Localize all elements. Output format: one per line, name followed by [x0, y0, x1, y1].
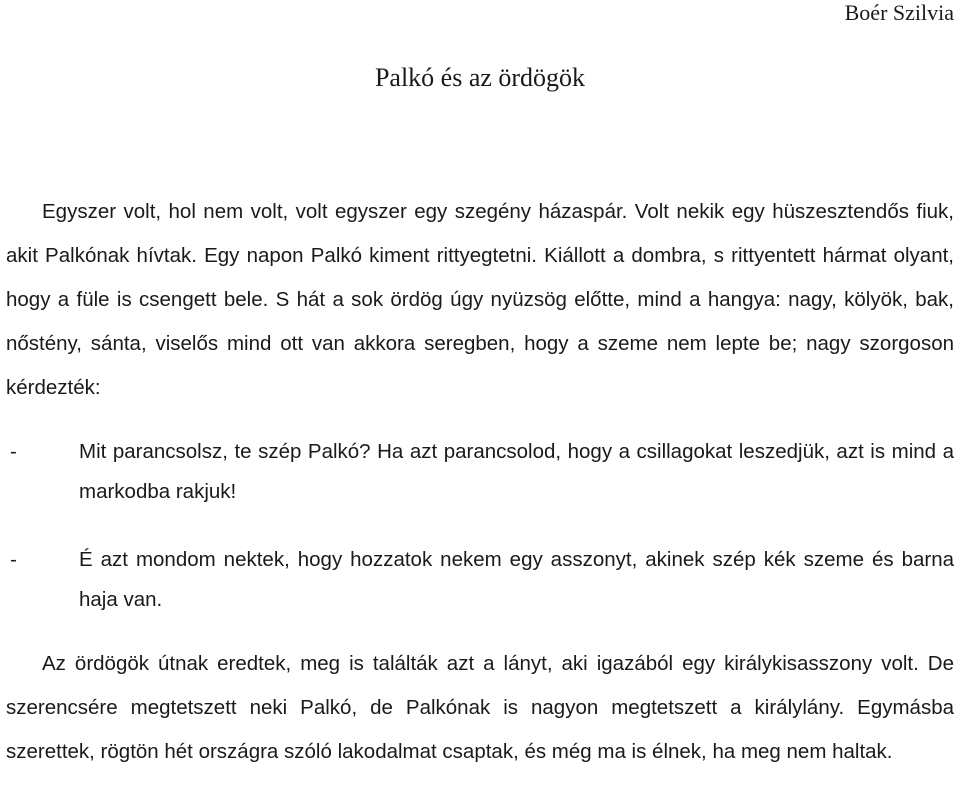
dialogue-dash: - [10, 548, 17, 571]
paragraph-intro: Egyszer volt, hol nem volt, volt egyszer egy szegény házaspár. Volt nekik egy hüszesztendős fiuk, akit Palkónak hívtak. Egy napon Palkó kiment rittyegtetni. Kiállott a dombra, s rittyentett hármat olyant, hogy a füle is csengett bele. S hát a sok ördög úgy nyüzsög előtte, mind a hangya: nagy, kölyök, bak, nőstény, sánta, viselős mind ott van akkora seregben, hogy a szeme nem lepte be; nagy szorgoson kérdezték: [6, 200, 954, 399]
dialogue-text: É azt mondom nektek, hogy hozzatok nekem egy asszonyt, akinek szép kék szeme és barna haja van. [79, 548, 954, 611]
dialogue-dash: - [10, 440, 17, 463]
dialogue-line [6, 432, 954, 512]
story-title: Palkó és az ördögök [374, 63, 586, 92]
author-name: Boér Szilvia [844, 0, 954, 25]
dialogue-text: Mit parancsolsz, te szép Palkó? Ha azt parancsolod, hogy a csillagokat leszedjük, azt is mind a markodba rakjuk! [79, 440, 954, 503]
dialogue-line [6, 540, 954, 620]
paragraph-ending: Az ördögök útnak eredtek, meg is találták azt a lányt, aki igazából egy királykisasszony volt. De szerencsére megtetszett neki Palkó, de Palkónak is nagyon megtetszett a királylány. Egymásba szerettek, rögtön hét országra szóló lakodalmat csaptak, és még ma is élnek, ha meg nem haltak. [6, 652, 954, 763]
